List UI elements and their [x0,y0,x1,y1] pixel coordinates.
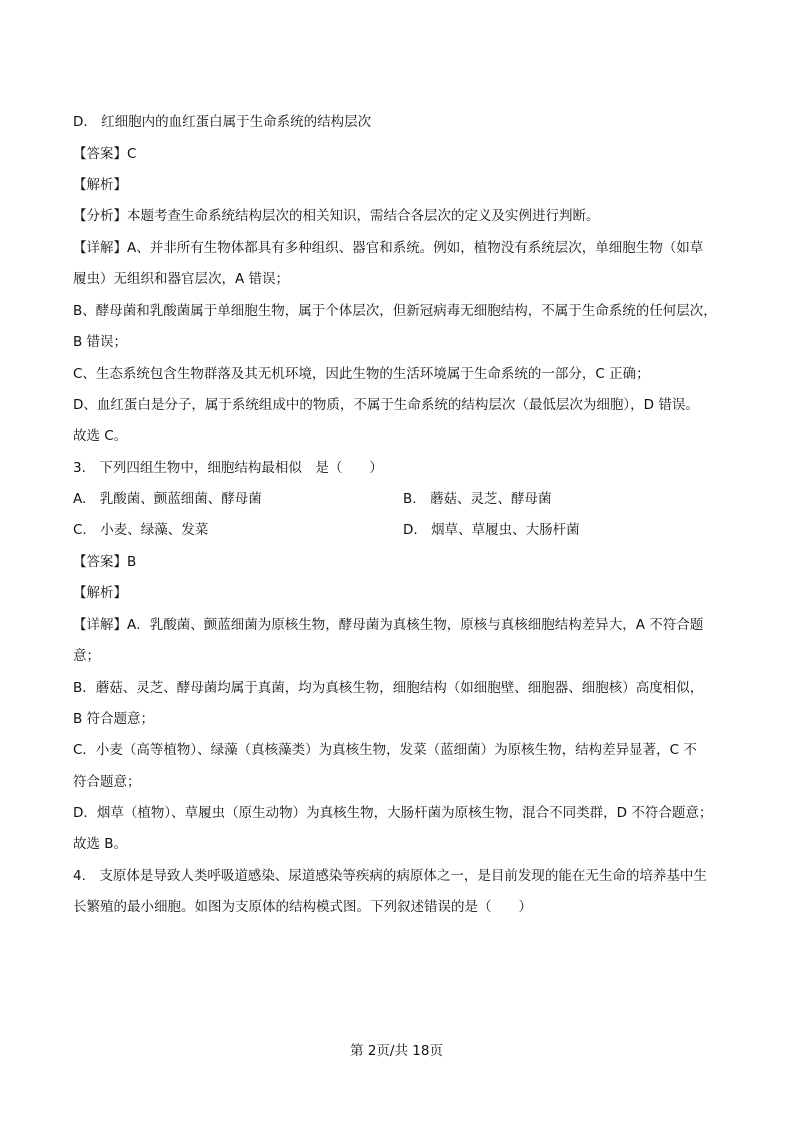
q3-detail-a-line2: 意； [73,648,100,664]
q2-detail-b-line1: B、酵母菌和乳酸菌属于单细胞生物，属于个体层次，但新冠病毒无细胞结构，不属于生命系统的任何层次， [73,303,717,319]
q2-conclusion: 故选 C。 [73,428,128,444]
q2-analysis-heading: 【解析】 [73,177,127,193]
q2-answer: 【答案】C [73,146,137,162]
q3-option-c: C. 小麦、绿藻、发菜 [73,522,209,538]
q3-option-b: B. 蘑菇、灵芝、酵母菌 [403,491,552,507]
q3-detail-b-line1: B．蘑菇、灵芝、酵母菌均属于真菌，均为真核生物，细胞结构（如细胞壁、细胞器、细胞核）高度相似， [73,680,704,696]
q2-detail-c: C、生态系统包含生物群落及其无机环境，因此生物的生活环境属于生命系统的一部分，C 正确； [73,366,650,382]
q2-detail-a-line2: 履虫）无组织和器官层次，A 错误； [73,271,290,287]
q3-analysis-heading: 【解析】 [73,585,127,601]
q3-detail-d: D．烟草（植物）、草履虫（原生动物）为真核生物，大肠杆菌为原核生物，混合不同类群，D 不符合题意； [73,805,713,821]
q3-detail-c-line2: 符合题意； [73,774,141,790]
q3-option-d: D. 烟草、草履虫、大肠杆菌 [403,522,580,538]
q3-stem: 3. 下列四组生物中，细胞结构最相似 是（ ） [73,460,383,476]
q3-conclusion: 故选 B。 [73,836,128,852]
q3-option-a: A. 乳酸菌、颤蓝细菌、酵母菌 [73,491,262,507]
q3-answer: 【答案】B [73,554,137,570]
q2-detail-b-line2: B 错误； [73,334,128,350]
q4-stem-line2: 长繁殖的最小细胞。如图为支原体的结构模式图。下列叙述错误的是（ ） [73,899,532,915]
q2-analysis-summary: 【分析】本题考查生命系统结构层次的相关知识，需结合各层次的定义及实例进行判断。 [73,208,600,224]
q2-detail-d: D、血红蛋白是分子，属于系统组成中的物质，不属于生命系统的结构层次（最低层次为细胞），D 错误。 [73,397,699,413]
q2-option-d: D. 红细胞内的血红蛋白属于生命系统的结构层次 [73,114,372,130]
q3-detail-c-line1: C．小麦（高等植物）、绿藻（真核藻类）为真核生物，发菜（蓝细菌）为原核生物，结构差异显著，C 不 [73,742,697,758]
q4-stem-line1: 4. 支原体是导致人类呼吸道感染、尿道感染等疾病的病原体之一，是目前发现的能在无生命的培养基中生 [73,868,707,884]
page-number-footer: 第 2页/共 18页 [350,1043,443,1059]
q3-detail-b-line2: B 符合题意； [73,711,155,727]
q2-detail-a-line1: 【详解】A、并非所有生物体都具有多种组织、器官和系统。例如，植物没有系统层次，单细胞生物（如草 [73,240,704,256]
q3-detail-a-line1: 【详解】A．乳酸菌、颤蓝细菌为原核生物，酵母菌为真核生物，原核与真核细胞结构差异大，A 不符合题 [73,617,704,633]
